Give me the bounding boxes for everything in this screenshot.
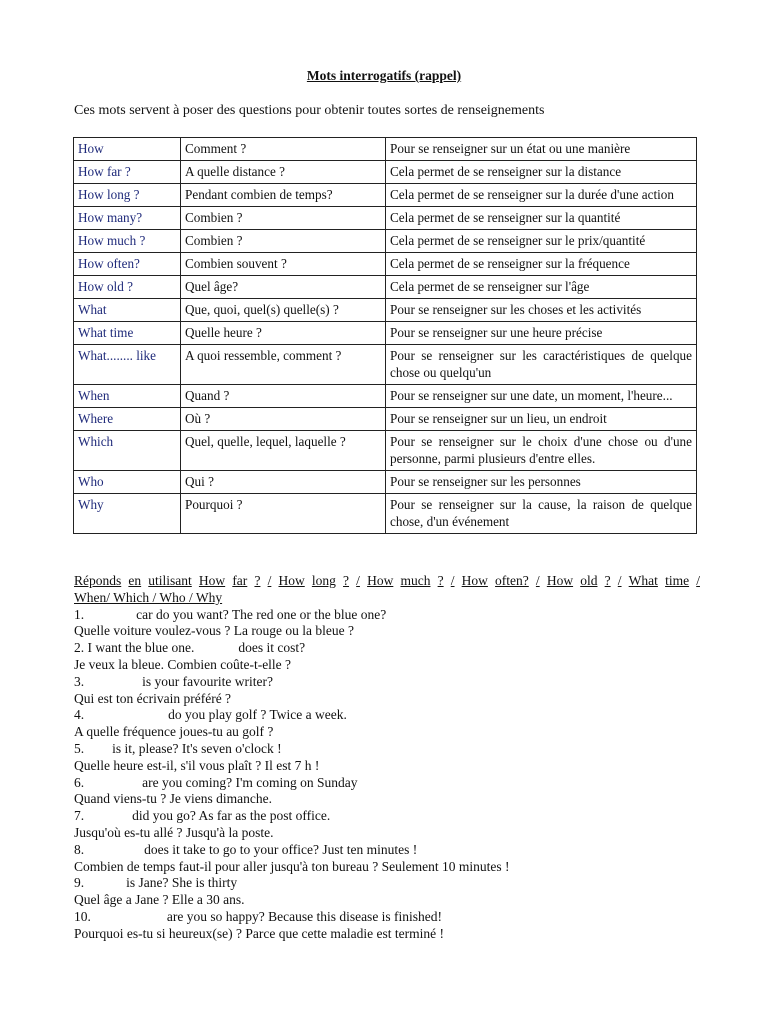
exercise-question [74,775,700,792]
question-words-table-body [74,138,697,534]
question-words-table [73,137,697,534]
french-translation-cell: Combien ? [181,207,386,230]
instruction-word: old [580,573,598,588]
french-translation-cell: Combien ? [181,230,386,253]
french-translation-cell: Comment ? [181,138,386,161]
exercise-translation: Qui est ton écrivain préféré ? [74,690,232,706]
instruction-word: How [367,573,394,588]
instruction-word: / [267,573,272,588]
description-cell: Pour se renseigner sur un lieu, un endroit [386,408,697,431]
exercise-translation: Quel âge a Jane ? Elle a 30 ans. [74,892,245,908]
french-translation-cell: Pendant combien de temps? [181,184,386,207]
table-row [74,385,697,408]
exercise-list [74,607,700,943]
instruction-word: / [450,573,455,588]
exercise-translation: Jusqu'où es-tu allé ? Jusqu'à la poste. [74,824,274,840]
exercise-question [74,909,700,926]
instruction-word: time [665,573,690,588]
english-word-cell: When [74,385,181,408]
exercise-question [74,842,700,859]
description-cell: Pour se renseigner sur une date, un moment, l'heure... [386,385,697,408]
instruction-word: long [311,573,336,588]
instruction-word: ? [254,573,261,588]
exercise-text: car do you want? The red one or the blue one? [136,606,387,622]
french-translation-cell: Quel, quelle, lequel, laquelle ? [181,431,386,471]
exercise-text: is it, please? It's seven o'clock ! [112,740,282,756]
description-cell: Pour se renseigner sur une heure précise [386,322,697,345]
exercise-translation: Quelle heure est-il, s'il vous plaît ? Il est 7 h ! [74,757,320,773]
exercise-text: is Jane? She is thirty [126,875,238,891]
french-translation-cell: A quoi ressemble, comment ? [181,345,386,385]
instruction-word: ? [604,573,611,588]
table-row [74,299,697,322]
english-word-cell: How often? [74,253,181,276]
english-word-cell: Which [74,431,181,471]
instruction-word: far [232,573,248,588]
instruction-word: en [128,573,142,588]
instruction-word: How [461,573,488,588]
instructions-line-1 [74,573,700,590]
exercise-question [74,674,700,691]
exercise-text: does it cost? [238,640,306,656]
description-cell: Pour se renseigner sur le choix d'une chose ou d'une personne, parmi plusieurs d'entre elles. [386,431,697,471]
exercise-question [74,640,700,657]
exercise-number: 5. [74,740,85,756]
french-translation-cell: A quelle distance ? [181,161,386,184]
table-row [74,161,697,184]
description-cell: Cela permet de se renseigner sur la fréquence [386,253,697,276]
exercise-question [74,607,700,624]
french-translation-cell: Combien souvent ? [181,253,386,276]
instruction-word: What [628,573,658,588]
english-word-cell: How long ? [74,184,181,207]
table-row [74,138,697,161]
exercise-translation: Quand viens-tu ? Je viens dimanche. [74,791,272,807]
instruction-word: / [535,573,540,588]
exercise-text: do you play golf ? Twice a week. [168,707,347,723]
exercise-question [74,875,700,892]
exercise-question [74,808,700,825]
exercise-question [74,707,700,724]
table-row [74,322,697,345]
english-word-cell: What........ like [74,345,181,385]
exercise-number: 10. [74,908,91,924]
french-translation-cell: Où ? [181,408,386,431]
english-word-cell: How many? [74,207,181,230]
table-row [74,253,697,276]
description-cell: Pour se renseigner sur les caractéristiques de quelque chose ou quelqu'un [386,345,697,385]
exercise-text: is your favourite writer? [142,673,273,689]
description-cell: Cela permet de se renseigner sur l'âge [386,276,697,299]
exercise-number: 1. [74,606,85,622]
exercise-text: does it take to go to your office? Just ten minutes ! [144,841,418,857]
exercise-number: 7. [74,808,85,824]
english-word-cell: How far ? [74,161,181,184]
instruction-word: ? [437,573,444,588]
exercise-translation: A quelle fréquence joues-tu au golf ? [74,724,274,740]
exercise-number: 2. [74,640,85,656]
exercise-translation: Je veux la bleue. Combien coûte-t-elle ? [74,656,292,672]
english-word-cell: What [74,299,181,322]
english-word-cell: How old ? [74,276,181,299]
instruction-word: Réponds [74,573,122,588]
french-translation-cell: Pourquoi ? [181,494,386,534]
english-word-cell: Who [74,471,181,494]
instruction-word: How [198,573,226,588]
instruction-word: utilisant [148,573,192,588]
table-row [74,471,697,494]
table-row [74,207,697,230]
intro-text: Ces mots servent à poser des questions pour obtenir toutes sortes de renseignements [74,103,545,118]
instruction-word: much [400,573,431,588]
instruction-word: How [546,573,574,588]
french-translation-cell: Quelle heure ? [181,322,386,345]
french-translation-cell: Que, quoi, quel(s) quelle(s) ? [181,299,386,322]
exercise-translation: Quelle voiture voulez-vous ? La rouge ou la bleue ? [74,623,355,639]
description-cell: Pour se renseigner sur la cause, la raison de quelque chose, d'un événement [386,494,697,534]
instruction-word: / [356,573,360,588]
french-translation-cell: Quand ? [181,385,386,408]
exercise-translation: Pourquoi es-tu si heureux(se) ? Parce que cette maladie est terminé ! [74,925,444,941]
table-row [74,431,697,471]
exercise-text: are you so happy? Because this disease is finished! [166,908,443,924]
exercise-number: 6. [74,774,85,790]
description-cell: Pour se renseigner sur les choses et les activités [386,299,697,322]
description-cell: Pour se renseigner sur les personnes [386,471,697,494]
english-word-cell: How [74,138,181,161]
exercise-text: are you coming? I'm coming on Sunday [142,774,358,790]
table-row [74,494,697,534]
description-cell: Cela permet de se renseigner sur la distance [386,161,697,184]
french-translation-cell: Qui ? [181,471,386,494]
english-word-cell: Why [74,494,181,534]
instruction-word: / [696,573,700,588]
instruction-word: / [617,573,622,588]
exercise-number: 4. [74,707,85,723]
english-word-cell: How much ? [74,230,181,253]
exercise-section [74,573,700,943]
instruction-word: ? [343,573,350,588]
exercise-number: 8. [74,841,85,857]
table-row [74,184,697,207]
exercise-text: did you go? As far as the post office. [132,808,331,824]
instruction-word: often? [495,573,529,588]
instructions-line-2: When/ Which / Who / Why [74,589,223,605]
english-word-cell: Where [74,408,181,431]
exercise-question [74,741,700,758]
exercise-number: 3. [74,673,85,689]
table-row [74,230,697,253]
exercise-translation: Combien de temps faut-il pour aller jusqu'à ton bureau ? Seulement 10 minutes ! [74,858,510,874]
english-word-cell: What time [74,322,181,345]
table-row [74,276,697,299]
description-cell: Cela permet de se renseigner sur la durée d'une action [386,184,697,207]
description-cell: Pour se renseigner sur un état ou une manière [386,138,697,161]
exercise-prefix: I want the blue one. [87,640,195,656]
exercise-number: 9. [74,875,85,891]
instruction-word: How [278,573,305,588]
table-row [74,345,697,385]
description-cell: Cela permet de se renseigner sur le prix/quantité [386,230,697,253]
description-cell: Cela permet de se renseigner sur la quantité [386,207,697,230]
french-translation-cell: Quel âge? [181,276,386,299]
page-title: Mots interrogatifs (rappel) [306,68,462,83]
table-row [74,408,697,431]
